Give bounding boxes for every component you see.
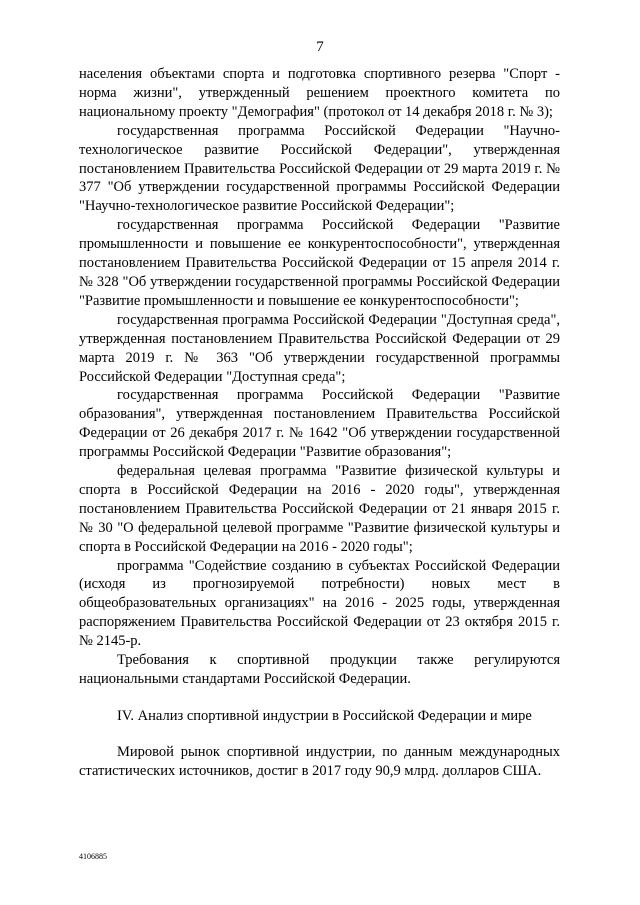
- document-code: 4106885: [79, 852, 107, 861]
- paragraph-program-sport: федеральная целевая программа "Развитие физической культуры и спорта в Российской Федерации на 2016 - 2020 годы", утвержденная постановлением Правительства Российской Федерации от 21 января 2015 г. № 30 "О федеральной целевой программе "Развитие физической культуры и спорта в Российской Федерации на 2016 - 2020 годы";: [79, 463, 560, 555]
- section-heading: IV. Анализ спортивной индустрии в Российской Федерации и мире: [117, 707, 532, 724]
- document-body: [79, 65, 560, 781]
- paragraph-program-industry: государственная программа Российской Федерации "Развитие промышленности и повышение ее конкурентоспособности", утвержденная постановлением Правительства Российской Федерации от 15 апреля 2014 г. № 328 "Об утверждении государственной программы Российской Федерации "Развитие промышленности и повышение ее конкурентоспособности";: [79, 217, 560, 309]
- paragraph-program-science: государственная программа Российской Федерации "Научно-технологическое развитие Российской Федерации", утвержденная постановлением Правительства Российской Федерации от 29 марта 2019 г. № 377 "Об утверждении государственной программы Российской Федерации "Научно-технологическое развитие Российской Федерации";: [79, 122, 560, 215]
- paragraph-program-schools: программа "Содействие созданию в субъектах Российской Федерации (исходя из прогнозируемой потребности) новых мест в общеобразовательных организациях" на 2016 - 2025 годы, утвержденная распоряжением Правительства Российской Федерации от 23 октября 2015 г. № 2145-р.: [79, 557, 560, 650]
- page-number: 7: [316, 39, 324, 55]
- paragraph-standards: Требования к спортивной продукции также регулируются национальными стандартами Российской Федерации.: [79, 652, 560, 687]
- paragraph-continuation: населения объектами спорта и подготовка спортивного резерва "Спорт - норма жизни", утвержденный решением проектного комитета по национальному проекту "Демография" (протокол от 14 декабря 2018 г. № 3);: [79, 66, 560, 120]
- paragraph-program-accessible-environment: государственная программа Российской Федерации "Доступная среда", утвержденная постановлением Правительства Российской Федерации от 29 марта 2019 г. № 363 "Об утверждении государственной программы Российской Федерации "Доступная среда";: [79, 311, 560, 385]
- paragraph-world-market: Мировой рынок спортивной индустрии, по данным международных статистических источников, достиг в 2017 году 90,9 млрд. долларов США.: [79, 743, 560, 779]
- paragraph-program-education: государственная программа Российской Федерации "Развитие образования", утвержденная постановлением Правительства Российской Федерации от 26 декабря 2017 г. № 1642 "Об утверждении государственной программы Российской Федерации "Развитие образования";: [79, 387, 560, 461]
